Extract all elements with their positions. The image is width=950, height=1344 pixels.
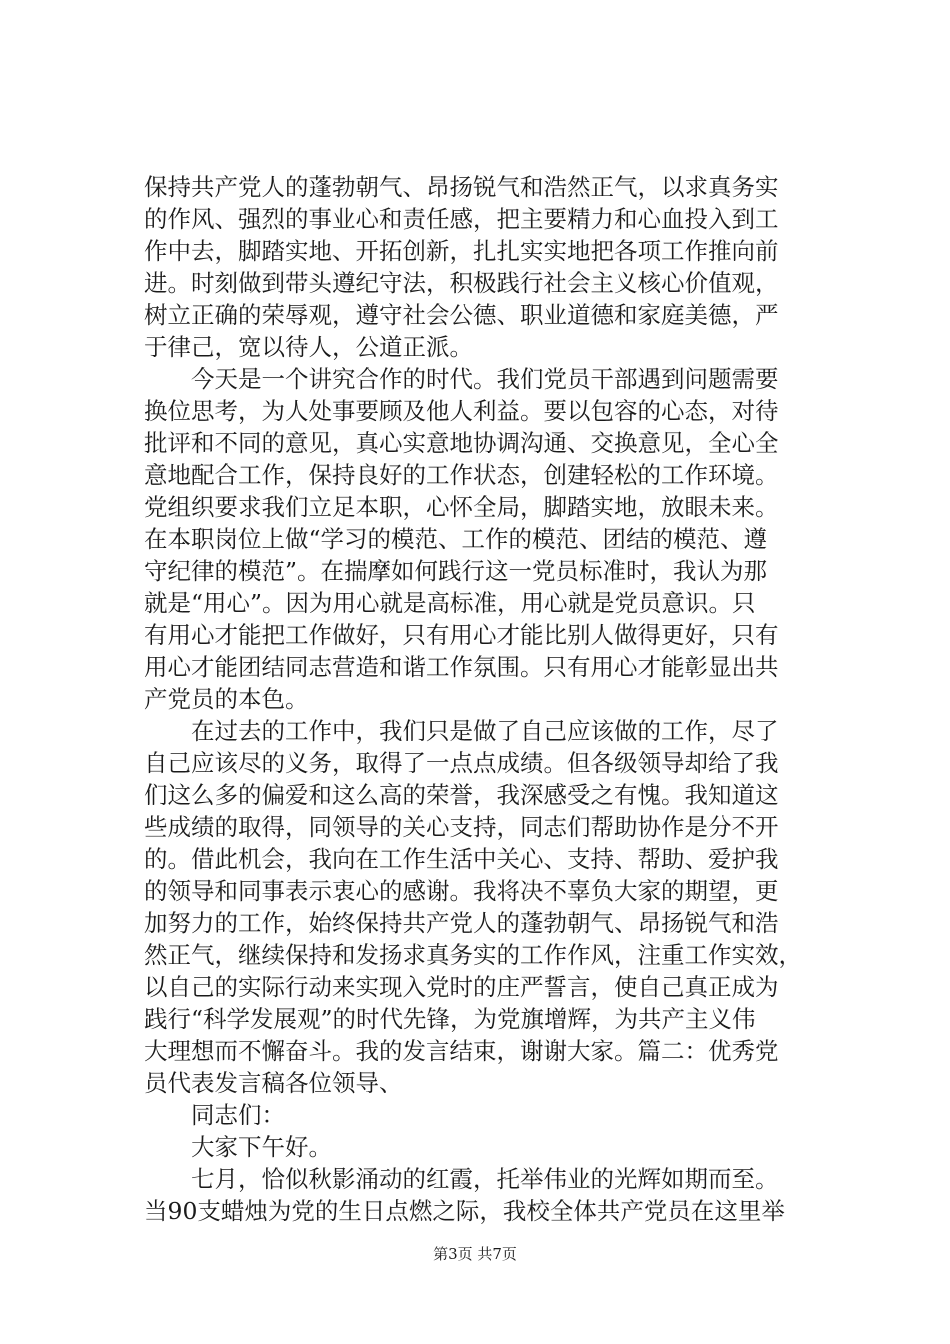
text-line: 批评和不同的意见，真心实意地协调沟通、交换意见，全心全 (144, 429, 779, 457)
text-line: 当90支蜡烛为党的生日点燃之际，我校全体共产党员在这里举 (144, 1197, 785, 1225)
text-line: 作中去，脚踏实地、开拓创新，扎扎实实地把各项工作推向前 (144, 237, 779, 265)
text-line: 些成绩的取得，同领导的关心支持，同志们帮助协作是分不开 (144, 813, 779, 841)
text-line: 然正气，继续保持和发扬求真务实的工作作风，注重工作实效， (144, 941, 802, 969)
text-line: 的。借此机会，我向在工作生活中关心、支持、帮助、爱护我 (144, 845, 779, 873)
document-body (144, 171, 834, 1227)
text-line: 大理想而不懈奋斗。我的发言结束，谢谢大家。篇二：优秀党 (144, 1037, 779, 1065)
text-line: 自己应该尽的义务，取得了一点点成绩。但各级领导却给了我 (144, 749, 779, 777)
text-line: 加努力的工作，始终保持共产党人的蓬勃朝气、昂扬锐气和浩 (144, 909, 779, 937)
text-line: 保持共产党人的蓬勃朝气、昂扬锐气和浩然正气，以求真务实 (144, 173, 779, 201)
text-line: 的作风、强烈的事业心和责任感，把主要精力和心血投入到工 (144, 205, 779, 233)
text-line: 的领导和同事表示衷心的感谢。我将决不辜负大家的期望，更 (144, 877, 779, 905)
paragraph-start-line: 七月，恰似秋影涌动的红霞，托举伟业的光辉如期而至。 (191, 1165, 779, 1193)
text-line: 进。时刻做到带头遵纪守法，积极践行社会主义核心价值观， (144, 269, 779, 297)
text-line: 在本职岗位上做“学习的模范、工作的模范、团结的模范、遵 (144, 525, 768, 553)
text-line: 树立正确的荣辱观，遵守社会公德、职业道德和家庭美德，严 (144, 301, 779, 329)
page-number-footer: 第3页 共7页 (433, 1245, 517, 1263)
text-line: 意地配合工作，保持良好的工作状态，创建轻松的工作环境。 (144, 461, 779, 489)
text-line: 产党员的本色。 (144, 685, 309, 713)
salutation-line: 同志们： (191, 1101, 285, 1129)
text-line: 守纪律的模范”。在揣摩如何践行这一党员标准时，我认为那 (144, 557, 768, 585)
text-line: 党组织要求我们立足本职，心怀全局，脚踏实地，放眼未来。 (144, 493, 779, 521)
text-line: 以自己的实际行动来实现入党时的庄严誓言，使自己真正成为 (144, 973, 779, 1001)
text-line: 用心才能团结同志营造和谐工作氛围。只有用心才能彰显出共 (144, 653, 779, 681)
text-line: 有用心才能把工作做好，只有用心才能比别人做得更好，只有 (144, 621, 779, 649)
text-line: 践行“科学发展观”的时代先锋，为党旗增辉，为共产主义伟 (144, 1005, 756, 1033)
text-line: 换位思考，为人处事要顾及他人利益。要以包容的心态，对待 (144, 397, 779, 425)
text-line: 员代表发言稿各位领导、 (144, 1069, 403, 1097)
text-line: 们这么多的偏爱和这么高的荣誉，我深感受之有愧。我知道这 (144, 781, 779, 809)
paragraph-start-line: 在过去的工作中，我们只是做了自己应该做的工作，尽了 (191, 717, 779, 745)
greeting-line: 大家下午好。 (191, 1133, 332, 1161)
paragraph-start-line: 今天是一个讲究合作的时代。我们党员干部遇到问题需要 (191, 365, 779, 393)
text-line: 就是“用心”。因为用心就是高标准，用心就是党员意识。只 (144, 589, 756, 617)
text-line: 于律己，宽以待人，公道正派。 (144, 333, 473, 361)
